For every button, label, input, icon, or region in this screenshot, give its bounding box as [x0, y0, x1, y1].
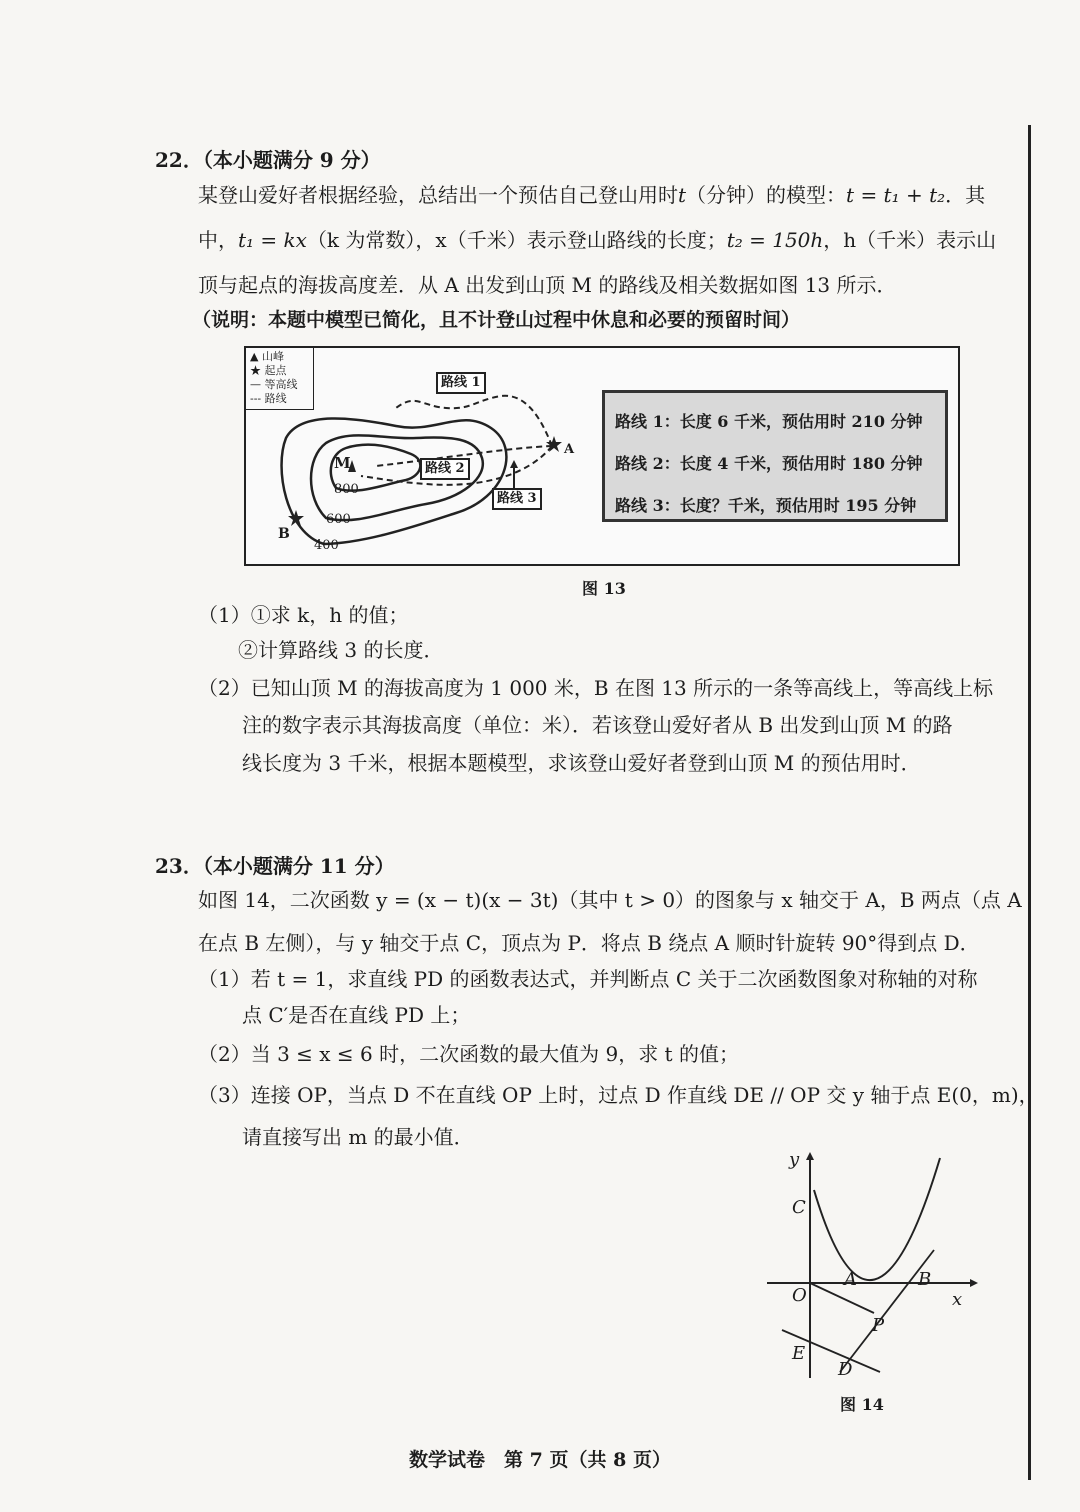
q22-part2-line1: （2）已知山顶 M 的海拔高度为 1 000 米，B 在图 13 所示的一条等高线上，等高线上标: [198, 676, 994, 700]
x-axis-arrow-icon: [970, 1279, 978, 1287]
parabola: [814, 1158, 940, 1280]
contour-label-600: 600: [326, 512, 351, 527]
fig14-label-C: C: [792, 1197, 806, 1218]
q22-intro-line3: 顶与起点的海拔高度差．从 A 出发到山顶 M 的路线及相关数据如图 13 所示．: [198, 273, 897, 297]
label-B: B: [278, 526, 290, 542]
legend-start: ★ 起点: [250, 364, 287, 377]
q23-part1-line1: （1）若 t = 1，求直线 PD 的函数表达式，并判断点 C 关于二次函数图象对称轴的对称: [198, 967, 978, 991]
margin-rule: [1028, 125, 1031, 1480]
q22-intro-line2: 中，t₁ = kx（k 为常数），x（千米）表示登山路线的长度；t₂ = 150h，h（千米）表示山: [198, 228, 997, 252]
line-OP: [810, 1283, 874, 1313]
q23-part3-line1: （3）连接 OP，当点 D 不在直线 OP 上时，过点 D 作直线 DE // OP 交 y 轴于点 E(0，m)，: [198, 1083, 1039, 1107]
fig14-label-E: E: [792, 1343, 806, 1364]
label-A: A: [564, 442, 575, 457]
contour-label-400: 400: [314, 538, 339, 553]
route3-arrowhead: [510, 460, 518, 468]
q22-part1b: ②计算路线 3 的长度．: [238, 638, 444, 662]
route-1-tag: 路线 1: [436, 372, 486, 394]
fig14-label-O: O: [792, 1285, 807, 1306]
fig14-label-y: y: [789, 1149, 800, 1170]
q23-intro-line2: 在点 B 左侧），与 y 轴交于点 C，顶点为 P．将点 B 绕点 A 顺时针旋转 90°得到点 D．: [198, 931, 980, 955]
figure-13-caption: 图 13: [582, 579, 626, 598]
figure-13: [244, 346, 960, 566]
fig14-label-D: D: [838, 1359, 853, 1380]
route-3-tag: 路线 3: [492, 488, 542, 510]
label-M: M: [334, 454, 351, 472]
q22-part1a: （1）①求 k，h 的值；: [198, 603, 409, 627]
route-info-box: [602, 390, 948, 522]
q22-note: （说明：本题中模型已简化，且不计登山过程中休息和必要的预留时间）: [192, 309, 801, 331]
fig14-label-A: A: [844, 1269, 857, 1290]
figure-14-caption: 图 14: [840, 1395, 884, 1414]
legend-route: --- 路线: [250, 392, 287, 405]
q22-intro-line1: 某登山爱好者根据经验，总结出一个预估自己登山用时t（分钟）的模型：t = t₁ + t₂．其: [198, 183, 986, 207]
q23-header: 23．（本小题满分 11 分）: [155, 854, 395, 878]
contour-map: [246, 348, 606, 562]
route-2-tag: 路线 2: [420, 458, 470, 480]
y-axis-arrow-icon: [806, 1152, 814, 1160]
q23-intro-line1: 如图 14，二次函数 y = (x − t)(x − 3t)（其中 t > 0）的图象与 x 轴交于 A，B 两点（点 A: [198, 888, 1022, 912]
q23-part1-line2: 点 C′是否在直线 PD 上；: [242, 1003, 471, 1027]
fig14-label-B: B: [918, 1269, 932, 1290]
legend-peak: ▲ 山峰: [250, 350, 284, 363]
q23-part3-line2: 请直接写出 m 的最小值．: [242, 1125, 474, 1149]
page-footer: 数学试卷 第 7 页（共 8 页）: [409, 1449, 671, 1471]
legend-contour: — 等高线: [250, 378, 298, 391]
q22-header: 22．（本小题满分 9 分）: [155, 148, 381, 172]
route-info-row: 路线 2：长度 4 千米，预估用时 180 分钟: [615, 454, 923, 473]
contour-label-800: 800: [334, 482, 359, 497]
route-info-row: 路线 1：长度 6 千米，预估用时 210 分钟: [615, 412, 923, 431]
q22-part2-line3: 线长度为 3 千米，根据本题模型，求该登山爱好者登到山顶 M 的预估用时．: [242, 751, 921, 775]
q22-part2-line2: 注的数字表示其海拔高度（单位：米）．若该登山爱好者从 B 出发到山顶 M 的路: [242, 713, 953, 737]
route-info-row: 路线 3：长度？千米，预估用时 195 分钟: [615, 496, 917, 515]
fig14-label-x: x: [952, 1289, 963, 1310]
fig14-label-P: P: [872, 1315, 885, 1336]
q23-part2: （2）当 3 ≤ x ≤ 6 时，二次函数的最大值为 9，求 t 的值；: [198, 1042, 739, 1066]
